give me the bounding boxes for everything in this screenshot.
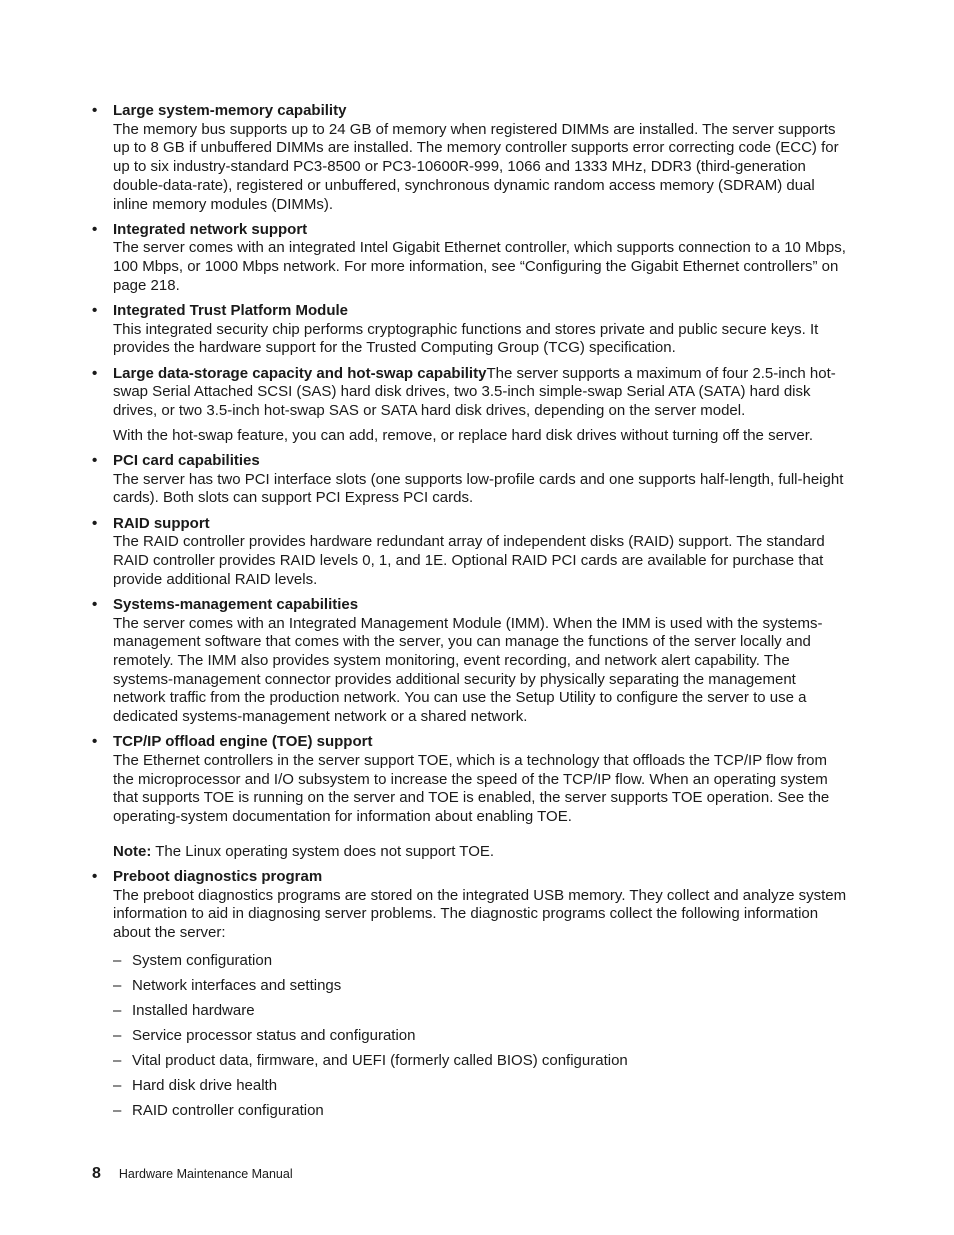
feature-item bbox=[90, 365, 850, 446]
bullet: • bbox=[92, 220, 98, 238]
feature-title: Integrated network support bbox=[113, 220, 308, 238]
list-item bbox=[113, 1102, 850, 1121]
feature-description: The preboot diagnostics programs are stored on the integrated USB memory. They collect and analyze system information to aid in diagnosing server problems. The diagnostic programs collect the following information about the server: bbox=[113, 886, 847, 942]
bullet: • bbox=[92, 451, 98, 469]
list-item-text: Network interfaces and settings bbox=[132, 976, 342, 994]
feature-title: Preboot diagnostics program bbox=[113, 868, 323, 886]
list-item-text: Installed hardware bbox=[132, 1002, 255, 1020]
feature-item bbox=[90, 221, 850, 296]
list-item-text: Vital product data, firmware, and UEFI (formerly called BIOS) configuration bbox=[132, 1052, 628, 1070]
feature-description: The RAID controller provides hardware redundant array of independent disks (RAID) support. The standard RAID controller provides RAID levels 0, 1, and 1E. Optional RAID PCI cards are available for purchase that provide additional RAID levels. bbox=[113, 533, 825, 588]
feature-title: RAID support bbox=[113, 514, 210, 532]
list-item bbox=[113, 1027, 850, 1046]
page-content bbox=[90, 102, 850, 1128]
bullet: • bbox=[92, 595, 98, 613]
feature-title: Systems-management capabilities bbox=[113, 595, 359, 613]
feature-title: TCP/IP offload engine (TOE) support bbox=[113, 733, 373, 751]
list-item bbox=[113, 1002, 850, 1021]
feature-item bbox=[90, 596, 850, 727]
page-number: 8 bbox=[92, 1165, 101, 1182]
list-item-text: Service processor status and configuration bbox=[132, 1027, 416, 1045]
feature-title: Integrated Trust Platform Module bbox=[113, 302, 349, 320]
list-item-text: RAID controller configuration bbox=[132, 1102, 324, 1120]
feature-extra-paragraph: With the hot-swap feature, you can add, remove, or replace hard disk drives without turning off the server. bbox=[113, 426, 814, 444]
bullet: • bbox=[92, 868, 98, 886]
feature-title: Large data-storage capacity and hot-swap capability bbox=[113, 364, 487, 382]
dash: – bbox=[113, 1027, 122, 1045]
bullet: • bbox=[92, 302, 98, 320]
dash: – bbox=[113, 1002, 122, 1020]
page-footer bbox=[92, 1165, 293, 1184]
note-label: Note: bbox=[113, 842, 152, 860]
feature-paragraph bbox=[113, 365, 850, 421]
feature-description: The server has two PCI interface slots (one supports low-profile cards and one supports half-length, full-height cards). Both slots can support PCI Express PCI cards. bbox=[113, 470, 844, 507]
feature-item bbox=[90, 733, 850, 861]
list-item bbox=[113, 952, 850, 971]
feature-description: The Ethernet controllers in the server support TOE, which is a technology that offloads the TCP/IP flow from the microprocessor and I/O subsystem to increase the speed of the TCP/IP flow. When an operating system that supports TOE is running on the server and TOE is enabled, the server supports TOE operation. See the operating-system documentation for information about enabling TOE. bbox=[113, 752, 830, 826]
bullet: • bbox=[92, 733, 98, 751]
bullet: • bbox=[92, 102, 98, 119]
feature-description: The memory bus supports up to 24 GB of memory when registered DIMMs are installed. The server supports up to 8 GB if unbuffered DIMMs are installed. The memory controller supports error correcting code (ECC) for up to six industry-standard PC3-8500 or PC3-10600R-999, 1066 and 1333 MHz, DDR3 (third-generation double-data-rate), registered or unbuffered, synchronous dynamic random access memory (SDRAM) dual inline memory modules (DIMMs). bbox=[113, 120, 839, 213]
diagnostics-list bbox=[113, 952, 850, 1121]
feature-item bbox=[90, 515, 850, 590]
feature-item bbox=[90, 102, 850, 214]
feature-item bbox=[90, 868, 850, 1121]
feature-description: This integrated security chip performs cryptographic functions and stores private and public secure keys. It provides the hardware support for the Trusted Computing Group (TCG) specification. bbox=[113, 320, 819, 357]
list-item bbox=[113, 1052, 850, 1071]
dash: – bbox=[113, 1102, 122, 1120]
feature-item bbox=[90, 452, 850, 508]
feature-description: The server comes with an Integrated Management Module (IMM). When the IMM is used with the systems-management software that comes with the server, you can manage the functions of the server locally and remotely. The IMM also provides system monitoring, event recording, and network alert capability. The systems-management connector provides additional security by physically separating the management network traffic from the production network. You can use the Setup Utility to configure the server to use a dedicated systems-management network or a shared network. bbox=[113, 614, 823, 726]
document-title: Hardware Maintenance Manual bbox=[118, 1167, 293, 1181]
note-text: The Linux operating system does not support TOE. bbox=[151, 842, 495, 860]
dash: – bbox=[113, 1077, 122, 1095]
list-item-text: Hard disk drive health bbox=[132, 1077, 278, 1095]
dash: – bbox=[113, 1052, 122, 1070]
bullet: • bbox=[92, 514, 98, 532]
note bbox=[113, 843, 850, 862]
feature-item bbox=[90, 302, 850, 358]
feature-description: The server comes with an integrated Intel Gigabit Ethernet controller, which supports connection to a 10 Mbps, 100 Mbps, or 1000 Mbps network. For more information, see “Configuring the Gigabit Ethernet controllers” on page 218. bbox=[113, 239, 846, 294]
dash: – bbox=[113, 951, 122, 969]
list-item bbox=[113, 1077, 850, 1096]
feature-title: PCI card capabilities bbox=[113, 451, 260, 469]
feature-title: Large system-memory capability bbox=[113, 102, 347, 119]
feature-description: The server supports a maximum of four 2.5-inch hot-swap Serial Attached SCSI (SAS) hard disk drives, two 3.5-inch simple-swap Serial ATA (SATA) hard disk drives, or two 3.5-inch hot-swap SAS or SATA hard disk drives, depending on the server model. bbox=[113, 364, 836, 420]
dash: – bbox=[113, 976, 122, 994]
list-item-text: System configuration bbox=[132, 951, 273, 969]
bullet: • bbox=[92, 364, 98, 382]
list-item bbox=[113, 977, 850, 996]
